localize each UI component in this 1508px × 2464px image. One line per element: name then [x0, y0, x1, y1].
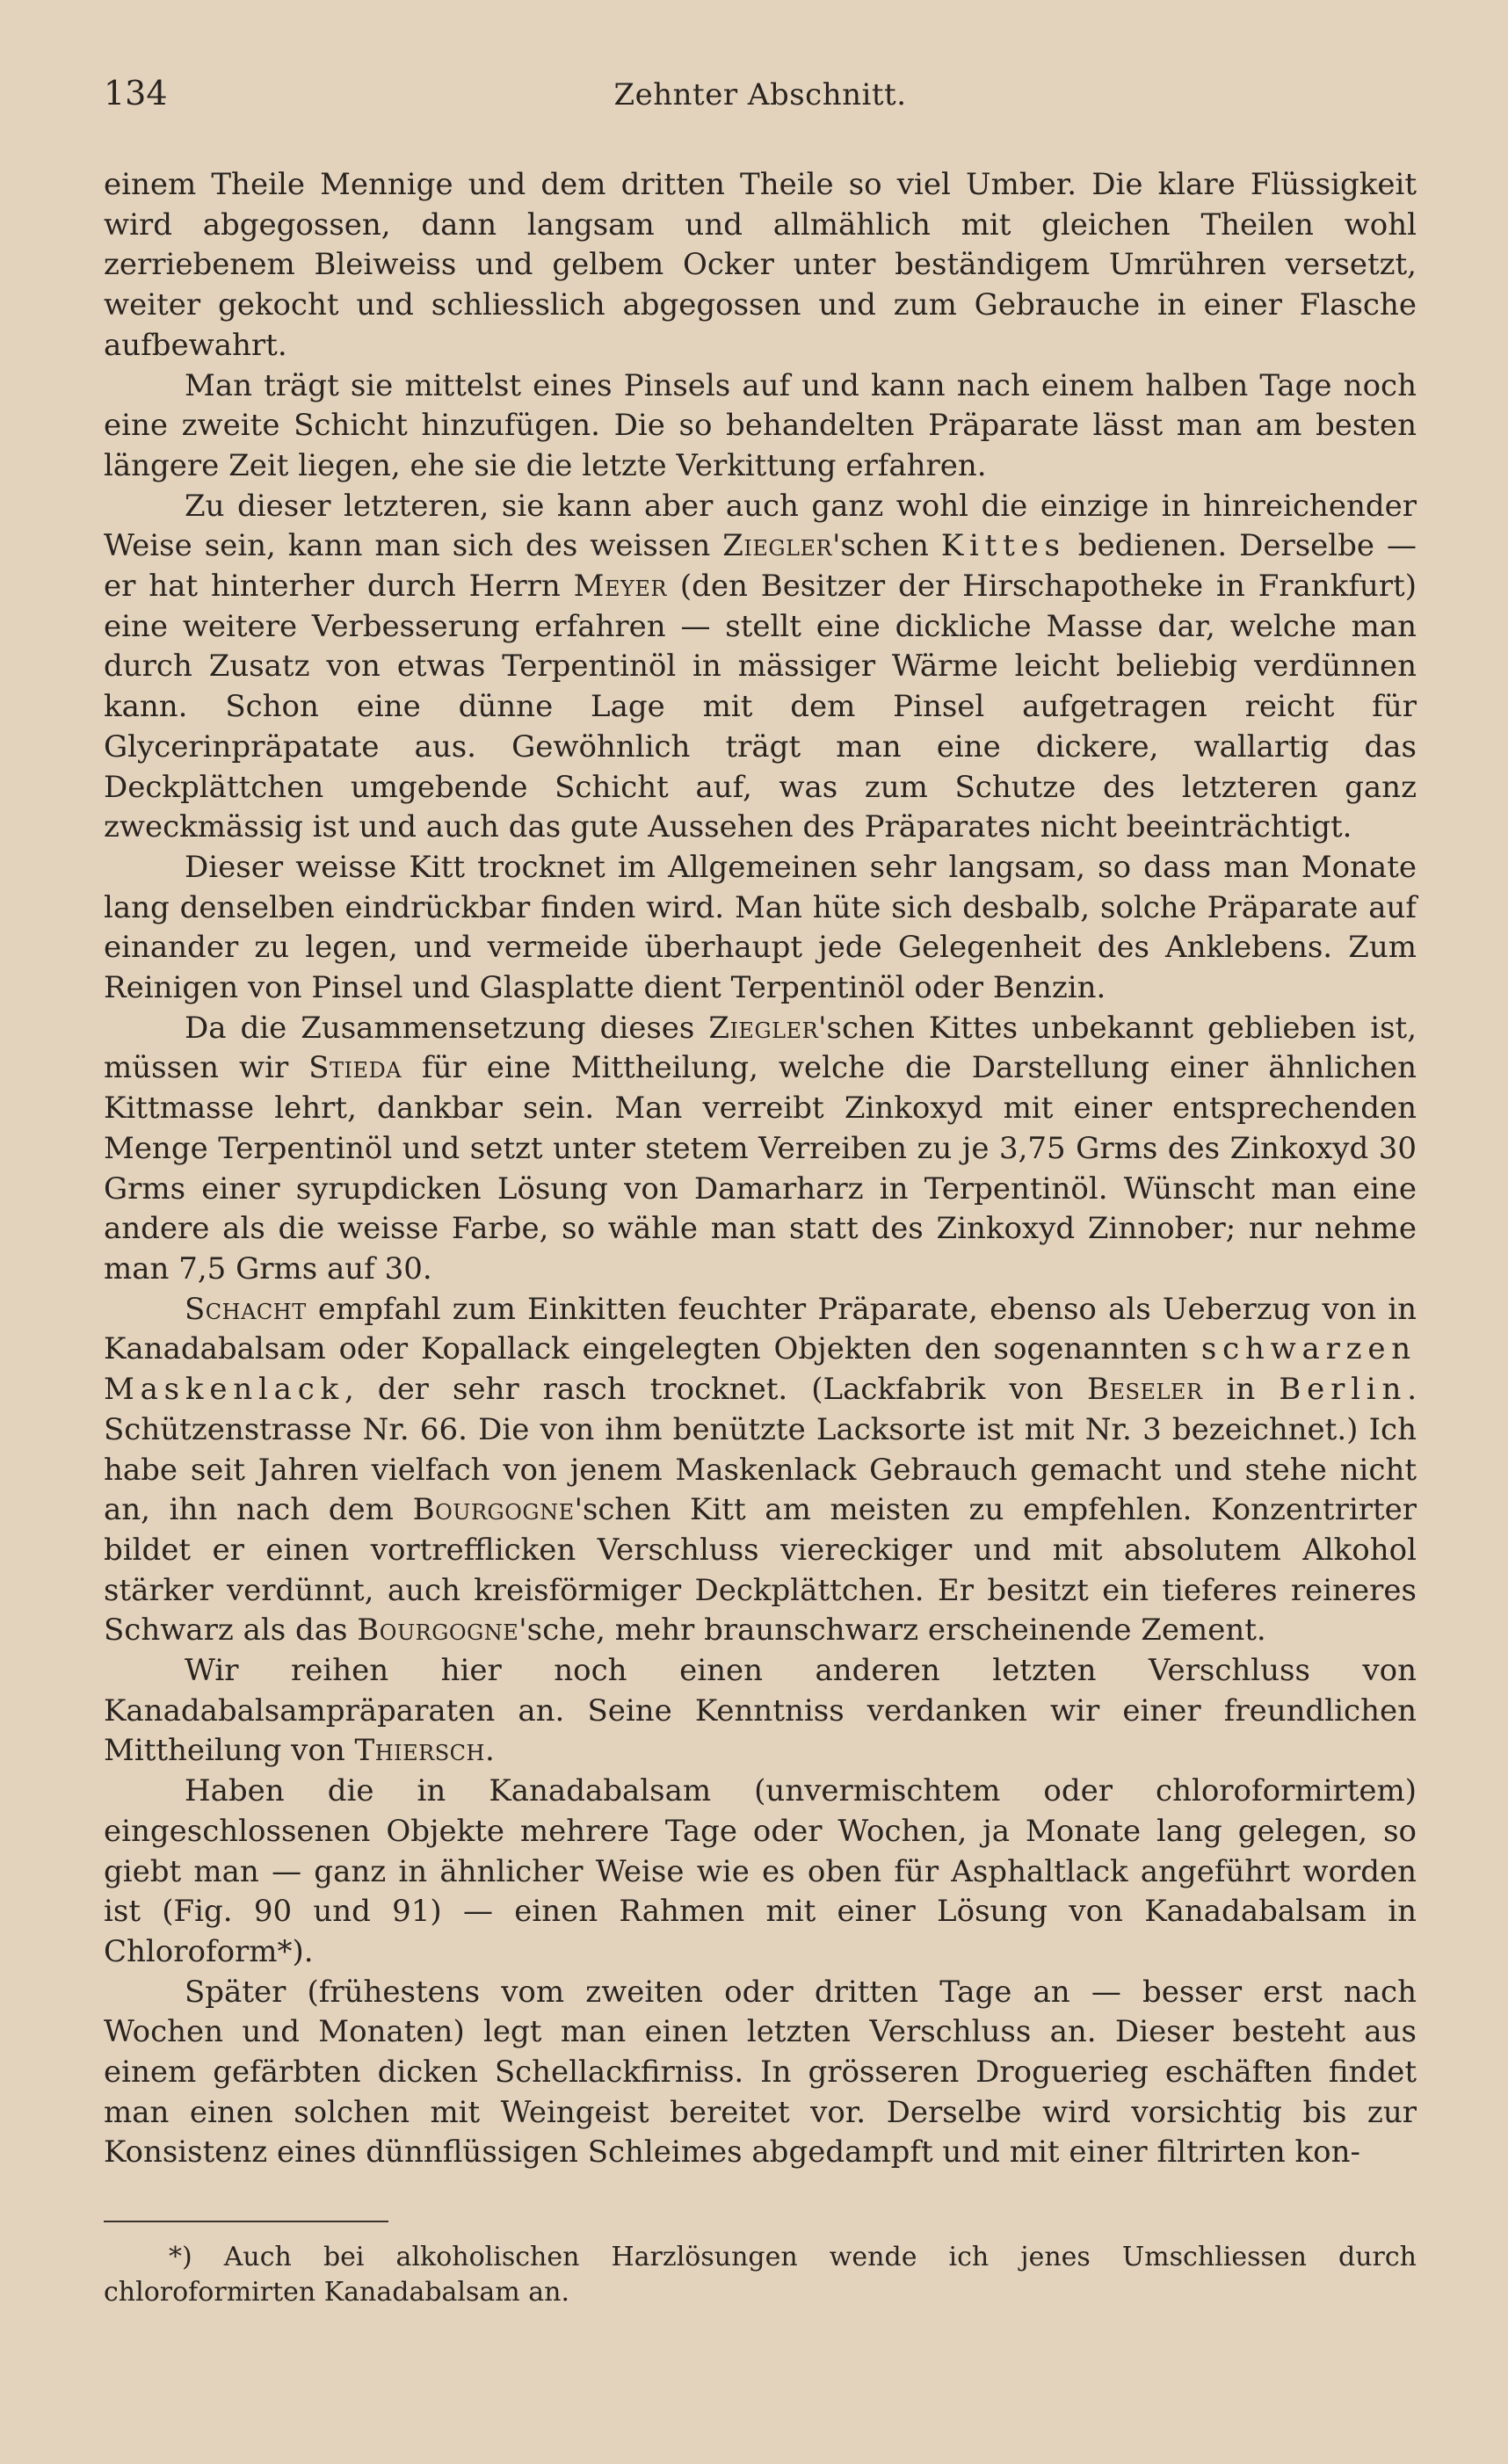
text-run: für eine Mittheilung, welche die Darstellung einer ähnlichen Kittmasse lehrt, dankbar sein. Man verreibt Zinkoxyd mit einer entsprechenden Menge Terpentinöl und setzt unter stetem Verreiben zu je 3,75 Grms des Zinkoxyd 30 Grms einer syrupdicken Lösung von Damarharz in Terpentinöl. Wünscht man eine andere als die weisse Farbe, so wähle man statt des Zinkoxyd Zinnober; nur nehme man 7,5 Grms auf 30. [104, 1050, 1417, 1286]
paragraph-p5 [104, 1009, 1417, 1290]
text-run: , der sehr rasch trocknet. (Lackfabrik von [344, 1372, 1088, 1408]
running-head: Zehnter Abschnitt. [613, 77, 907, 112]
paragraph-p6 [104, 1290, 1417, 1651]
text-run: Dieser weisse Kitt trocknet im Allgemeinen sehr langsam, so dass man Monate lang denselben eindrückbar finden wird. Man hüte sich desbalb, solche Präparate auf einander zu legen, und vermeide überhaupt jede Gelegenheit des Anklebens. Zum Reinigen von Pinsel und Glasplatte dient Terpentinöl oder Benzin. [104, 849, 1417, 1006]
person-name: Schacht [185, 1291, 307, 1327]
text-run: Wir reihen hier noch einen anderen letzten Verschluss von Kanadabalsampräparaten an. Seine Kenntniss verdanken wir einer freundlichen Mittheilung von [104, 1653, 1417, 1769]
text-run: . [484, 1733, 495, 1769]
person-name: Thiersch [354, 1733, 485, 1769]
spaced-emphasis: schwarzen Maskenlack [104, 1331, 1417, 1408]
paragraph-p4 [104, 848, 1417, 1009]
paragraph-p2 [104, 366, 1417, 487]
page-header [104, 70, 1417, 128]
paragraph-p1 [104, 165, 1417, 366]
text-run: 'sche, mehr braunschwarz erscheinende Zement. [518, 1612, 1266, 1649]
text-run: 'schen Kitt am meisten zu empfehlen. Konzentrirter bildet er einen vortrefflicken Verschluss viereckiger und mit absolutem Alkohol stärker verdünnt, auch kreisförmiger Deckplättchen. Er besitzt ein tieferes reineres Schwarz als das [104, 1492, 1417, 1649]
spaced-emphasis: Kittes [940, 528, 1066, 564]
spaced-emphasis: Berlin [1279, 1372, 1408, 1408]
paragraph-p7 [104, 1651, 1417, 1772]
text-run: 'schen Kittes unbekannt geblieben ist, müssen wir [104, 1010, 1417, 1086]
person-name: Bourgogne [412, 1492, 575, 1528]
page-number: 134 [104, 74, 168, 112]
text-run: . Schützenstrasse Nr. 66. Die von ihm benützte Lacksorte ist mit Nr. 3 bezeichnet.) Ich habe seit Jahren vielfach von jenem Maskenlack Gebrauch gemacht und stehe nicht an, ihn nach dem [104, 1372, 1417, 1528]
text-run: einem Theile Mennige und dem dritten Theile so viel Umber. Die klare Flüssigkeit wird abgegossen, dann langsam und allmählich mit gleichen Theilen wohl zerriebenem Bleiweiss und gelbem Ocker unter beständigem Umrühren versetzt, weiter gekocht und schliesslich abgegossen und zum Gebrauche in einer Flasche aufbewahrt. [104, 167, 1417, 363]
text-run: bedienen. Derselbe — er hat hinterher durch Herrn [104, 528, 1417, 605]
body-text [104, 165, 1417, 2173]
person-name: Ziegler [708, 1010, 819, 1046]
footnote: *) Auch bei alkoholischen Harzlösungen wende ich jenes Umschliessen durch chloroformirten Kanadabalsam an. [104, 2242, 1417, 2308]
text-run: Da die Zusammensetzung dieses [185, 1010, 709, 1046]
person-name: Stieda [308, 1050, 402, 1086]
text-run: 'schen [832, 528, 941, 564]
person-name: Bourgogne [357, 1612, 519, 1649]
text-run: Man trägt sie mittelst eines Pinsels auf und kann nach einem halben Tage noch eine zweite Schicht hinzufügen. Die so behandelten Präparate lässt man am besten längere Zeit liegen, ehe sie die letzte Verkittung erfahren. [104, 367, 1417, 483]
person-name: Beseler [1087, 1372, 1203, 1408]
text-run: (den Besitzer der Hirschapotheke in Frankfurt) eine weitere Verbesserung erfahren — stellt eine dickliche Masse dar, welche man durch Zusatz von etwas Terpentinöl in mässiger Wärme leicht beliebig verdünnen kann. Schon eine dünne Lage mit dem Pinsel aufgetragen reicht für Glycerinpräpatate aus. Gewöhnlich trägt man eine dickere, wallartig das Deckplättchen umgebende Schicht auf, was zum Schutze des letzteren ganz zweckmässig ist und auch das gute Aussehen des Präparates nicht beeinträchtigt. [104, 569, 1417, 845]
text-run: in [1202, 1372, 1280, 1408]
person-name: Meyer [573, 569, 667, 605]
text-run: Haben die in Kanadabalsam (unvermischtem oder chloroformirtem) eingeschlossenen Objekte mehrere Tage oder Wochen, ja Monate lang gelegen, so giebt man — ganz in ähnlicher Weise wie es oben für Asphaltlack angeführt worden ist (Fig. 90 und 91) — einen Rahmen mit einer Lösung von Kanadabalsam in Chloroform*). [104, 1773, 1417, 1969]
paragraph-p3 [104, 487, 1417, 848]
footnote-divider [104, 2221, 388, 2222]
text-run: Zu dieser letzteren, sie kann aber auch ganz wohl die einzige in hinreichender Weise sein, kann man sich des weissen [104, 488, 1417, 564]
person-name: Ziegler [722, 528, 833, 564]
paragraph-p8 [104, 1772, 1417, 1973]
text-run: Später (frühestens vom zweiten oder dritten Tage an — besser erst nach Wochen und Monaten) legt man einen letzten Verschluss an. Dieser besteht aus einem gefärbten dicken Schellackfirniss. In grösseren Droguerieg eschäften findet man einen solchen mit Weingeist bereitet vor. Derselbe wird vorsichtig bis zur Konsistenz eines dünnflüssigen Schleimes abgedampft und mit einer filtrirten kon- [104, 1974, 1417, 2170]
paragraph-p9 [104, 1973, 1417, 2174]
text-run: empfahl zum Einkitten feuchter Präparate, ebenso als Ueberzug von in Kanadabalsam oder Kopallack eingelegten Objekten den sogenannten [104, 1291, 1417, 1367]
